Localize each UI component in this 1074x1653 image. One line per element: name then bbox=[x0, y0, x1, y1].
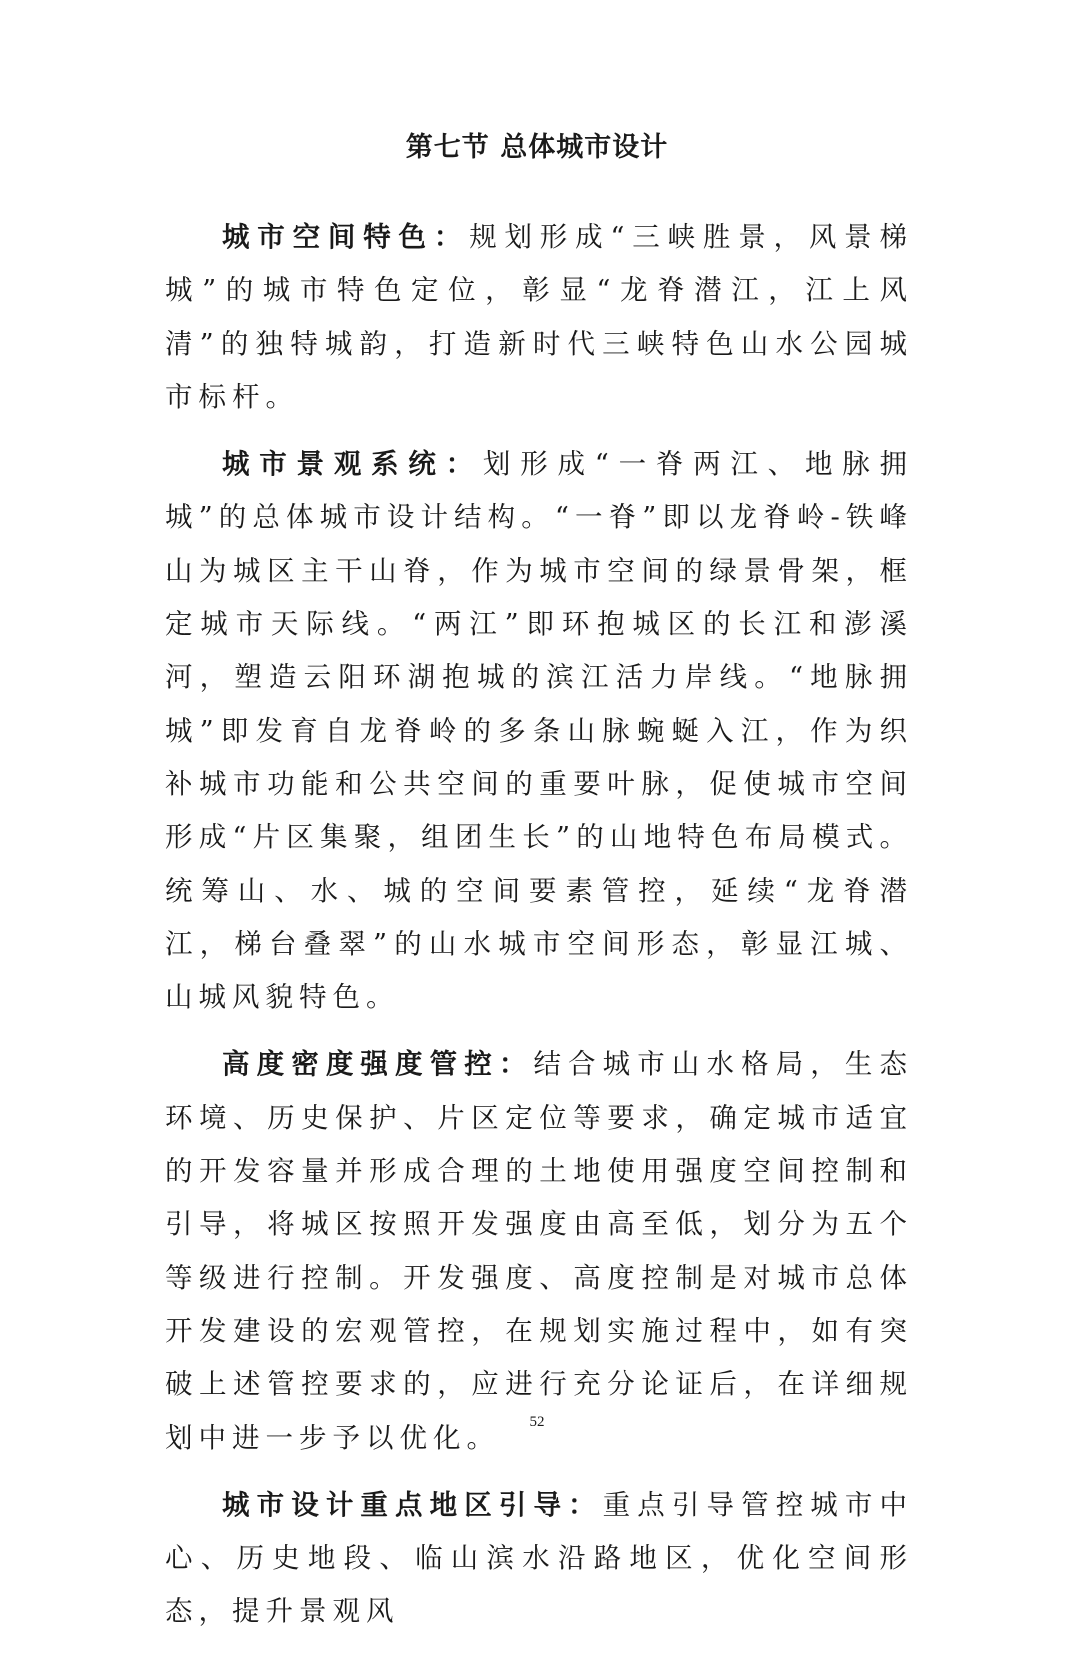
paragraph-heading: 高度密度强度管控： bbox=[222, 1048, 534, 1081]
paragraph-key-area-guidance bbox=[165, 1479, 913, 1639]
paragraph-heading: 城市景观系统： bbox=[222, 448, 483, 481]
paragraph-text: 重点引导管控城市中心、历史地段、临山滨水沿路地区，优化空间形态，提升景观风 bbox=[165, 1488, 914, 1628]
paragraph-text: 结合城市山水格局，生态环境、历史保护、片区定位等要求，确定城市适宜的开发容量并形成合理的土地使用强度空间控制和引导，将城区按照开发强度由高至低，划分为五个等级进行控制。开发强度、高度控制是对城市总体开发建设的宏观管控，在规划实施过程中，如有突破上述管控要求的，应进行充分论证后，在详细规划中进一步予以优化。 bbox=[165, 1048, 914, 1454]
paragraph-height-density-control bbox=[165, 1038, 913, 1464]
section-title: 第七节 总体城市设计 bbox=[405, 132, 669, 163]
paragraph-urban-landscape-system bbox=[165, 438, 913, 1024]
document-body bbox=[165, 211, 913, 1653]
paragraph-urban-spatial-character bbox=[165, 211, 913, 424]
paragraph-heading: 城市空间特色： bbox=[222, 221, 470, 253]
paragraph-heading: 城市设计重点地区引导： bbox=[222, 1488, 603, 1521]
paragraph-text: 规划形成“三峡胜景，风景梯城”的城市特色定位，彰显“龙脊潜江，江上风清”的独特城韵，打造新时代三峡特色山水公园城市标杆。 bbox=[165, 221, 913, 413]
paragraph-text: 划形成“一脊两江、地脉拥城”的总体城市设计结构。“一脊”即以龙脊岭-铁峰山为城区主干山脊，作为城市空间的绿景骨架，框定城市天际线。“两江”即环抱城区的长江和澎溪河，塑造云阳环湖抱城的滨江活力岸线。“地脉拥城”即发育自龙脊岭的多条山脉蜿蜒入江，作为织补城市功能和公共空间的重要叶脉，促使城市空间形成“片区集聚，组团生长”的山地特色布局模式。统筹山、水、城的空间要素管控，延续“龙脊潜江，梯台叠翠”的山水城市空间形态，彰显江城、山城风貌特色。 bbox=[165, 448, 913, 1014]
page-number: 52 bbox=[529, 1414, 545, 1430]
